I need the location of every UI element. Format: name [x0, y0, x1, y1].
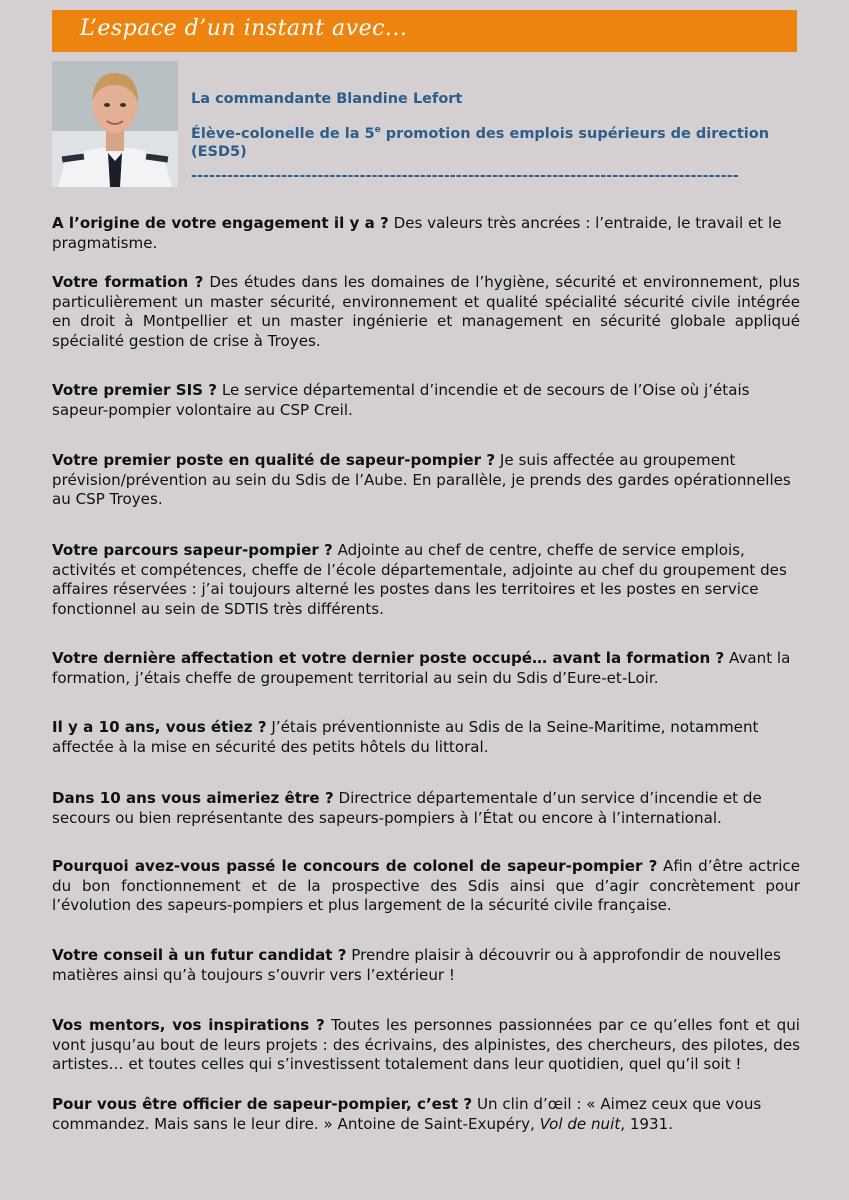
section-banner: [52, 10, 797, 52]
qa-item: Votre premier poste en qualité de sapeur-pompier ? Je suis affectée au groupement prévision/prévention au sein du Sdis de l’Aube. En parallèle, je prends des gardes opérationnelles au CSP Troyes.: [52, 451, 791, 508]
interviewee-role: Élève-colonelle de la 5e promotion des emplois supérieurs de direction (ESD5): [191, 125, 770, 160]
qa-item: Dans 10 ans vous aimeriez être ? Directrice départementale d’un service d’incendie et de secours ou bien représentante des sapeurs-pompiers à l’État ou encore à l’international.: [52, 789, 762, 827]
qa-item: Votre premier SIS ? Le service départemental d’incendie et de secours de l’Oise où j’étais sapeur-pompier volontaire au CSP Creil.: [52, 381, 750, 419]
qa-item: Pour vous être officier de sapeur-pompier, c’est ? Un clin d’œil : « Aimez ceux que vous commandez. Mais sans le leur dire. » Antoine de Saint-Exupéry, Vol de nuit, 1931.: [52, 1095, 762, 1133]
qa-item: Vos mentors, vos inspirations ? Toutes les personnes passionnées par ce qu’elles font et qui vont jusqu’au bout de leurs projets : des écrivains, des alpinistes, des chercheurs, des pilotes, des artistes… et toutes celles qui s’investissent totalement dans leur quotidien, quel qu’il soit !: [52, 1016, 800, 1073]
portrait-photo: [52, 61, 178, 187]
qa-item: Votre dernière affectation et votre dernier poste occupé… avant la formation ? Avant la formation, j’étais cheffe de groupement territorial au sein du Sdis d’Eure-et-Loir.: [52, 649, 791, 687]
dashed-separator: -------------------------------------------------------------------------------------------: [191, 168, 739, 184]
interviewee-name: La commandante Blandine Lefort: [191, 91, 463, 107]
qa-item: Il y a 10 ans, vous étiez ? J’étais préventionniste au Sdis de la Seine-Maritime, notamment affectée à la mise en sécurité des petits hôtels du littoral.: [52, 718, 759, 756]
book-title: Vol de nuit: [539, 1114, 621, 1133]
banner-title: L’espace d’un instant avec...: [80, 16, 408, 41]
qa-item: Pourquoi avez-vous passé le concours de colonel de sapeur-pompier ? Afin d’être actrice du bon fonctionnement et de la prospective des Sdis ainsi que d’agir concrètement pour l’évolution des sapeurs-pompiers et plus largement de la sécurité civile française.: [52, 857, 800, 914]
qa-item: Votre parcours sapeur-pompier ? Adjointe au chef de centre, cheffe de service emplois, activités et compétences, cheffe de l’école départementale, adjointe au chef du groupement des affaires réservées : j’ai toujours alterné les postes dans les territoires et les postes en service fonctionnel au sein de SDTIS très différents.: [52, 541, 787, 618]
interview-intro: [191, 90, 801, 185]
qa-item: Votre formation ? Des études dans les domaines de l’hygiène, sécurité et environnement, plus particulièrement un master sécurité, environnement et qualité spécialité sécurité civile intégrée en droit à Montpellier et un master ingénierie et management en sécurité globale appliqué spécialité gestion de crise à Troyes.: [52, 273, 800, 350]
qa-item: A l’origine de votre engagement il y a ? Des valeurs très ancrées : l’entraide, le travail et le pragmatisme.: [52, 214, 782, 252]
qa-item: Votre conseil à un futur candidat ? Prendre plaisir à découvrir ou à approfondir de nouvelles matières ainsi qu’à toujours s’ouvrir vers l’extérieur !: [52, 946, 781, 984]
